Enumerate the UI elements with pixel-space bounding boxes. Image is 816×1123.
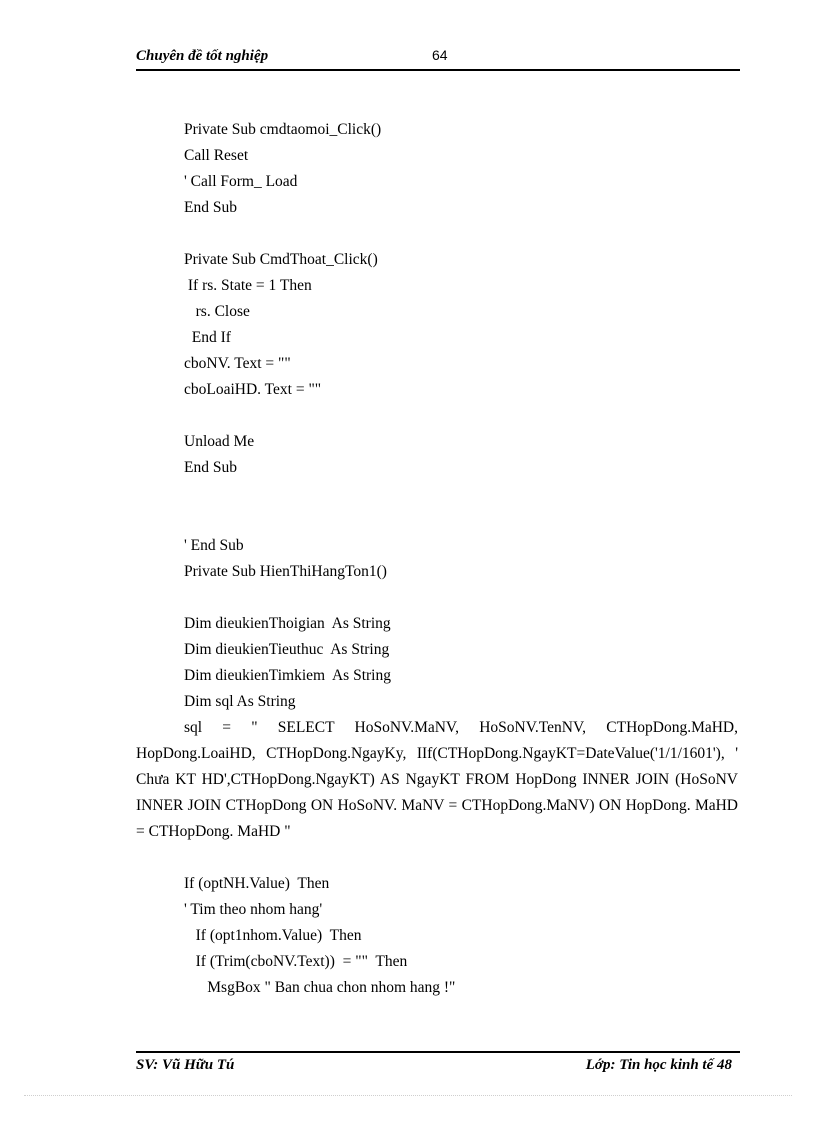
header-title: Chuyên đề tốt nghiệp: [136, 48, 269, 64]
code-block-2: [136, 871, 738, 1001]
code-line: [184, 403, 738, 429]
body-text: [136, 117, 738, 1001]
code-line: [184, 221, 738, 247]
code-line: Dim sql As String: [184, 693, 296, 710]
code-line: End Sub: [184, 459, 237, 476]
page-number: 64: [432, 47, 448, 63]
page-edge-dots: [24, 1095, 792, 1096]
code-line: [184, 507, 738, 533]
sql-paragraph: sql = " SELECT HoSoNV.MaNV, HoSoNV.TenNV, CTHopDong.MaHD, HopDong.LoaiHD, CTHopDong.NgayKy, IIf(CTHopDong.NgayKT=DateValue('1/1/1601'), ' Chưa KT HD',CTHopDong.NgayKT) AS NgayKT FROM HopDong INNER JOIN (HoSoNV INNER JOIN CTHopDong ON HoSoNV. MaNV = CTHopDong.MaNV) ON HopDong. MaHD = CTHopDong. MaHD ": [136, 719, 738, 840]
code-line: ' Tim theo nhom hang': [184, 901, 323, 918]
code-line: If (opt1nhom.Value) Then: [184, 927, 362, 944]
code-line: If rs. State = 1 Then: [184, 277, 312, 294]
code-line: End If: [184, 329, 231, 346]
header-rule: [136, 69, 740, 71]
code-line: MsgBox " Ban chua chon nhom hang !": [184, 979, 456, 996]
code-line: Unload Me: [184, 433, 255, 450]
code-line: Private Sub CmdThoat_Click(): [184, 251, 378, 268]
footer-rule: [136, 1051, 740, 1053]
code-line: rs. Close: [184, 303, 250, 320]
code-line: Call Reset: [184, 147, 249, 164]
code-line: ' End Sub: [184, 537, 244, 554]
footer-student: SV: Vũ Hữu Tú: [136, 1057, 235, 1073]
code-line: [184, 481, 738, 507]
code-line: ' Call Form_ Load: [184, 173, 298, 190]
code-line: End Sub: [184, 199, 237, 216]
spacer: [136, 845, 738, 871]
code-line: If (Trim(cboNV.Text)) = "" Then: [184, 953, 408, 970]
code-line: [184, 585, 738, 611]
code-line: Dim dieukienThoigian As String: [184, 615, 391, 632]
code-line: Dim dieukienTieuthuc As String: [184, 641, 390, 658]
code-line: Private Sub HienThiHangTon1(): [184, 563, 387, 580]
code-line: If (optNH.Value) Then: [184, 875, 330, 892]
code-line: Dim dieukienTimkiem As String: [184, 667, 391, 684]
code-line: cboLoaiHD. Text = "": [184, 381, 322, 398]
footer-class: Lớp: Tin học kinh tế 48: [585, 1057, 732, 1073]
code-line: cboNV. Text = "": [184, 355, 291, 372]
code-line: Private Sub cmdtaomoi_Click(): [184, 121, 382, 138]
code-block-1: [136, 117, 738, 715]
